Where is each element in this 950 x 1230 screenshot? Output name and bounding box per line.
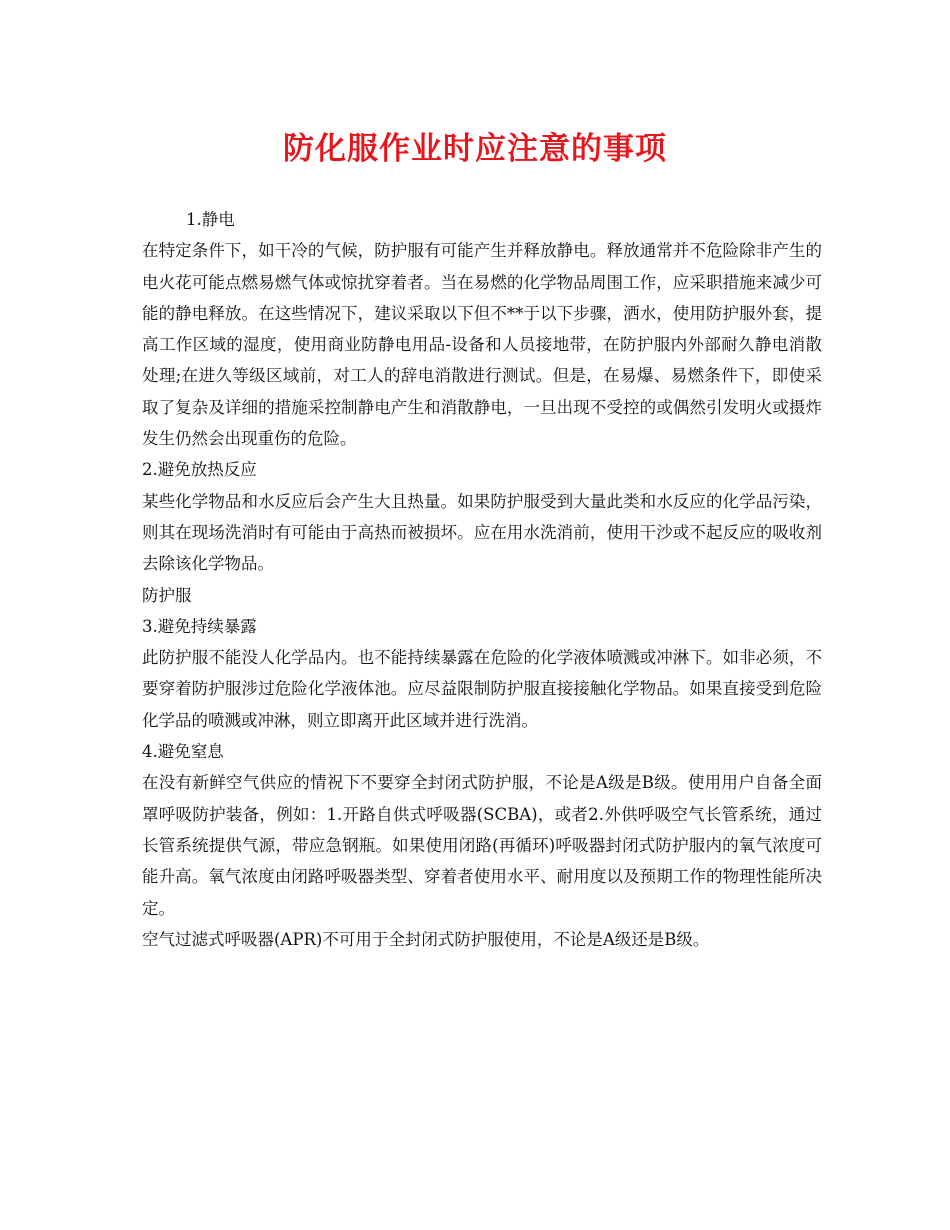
paragraph-apr: 空气过滤式呼吸器(APR)不可用于全封闭式防护服使用，不论是A级还是B级。 [142,929,710,949]
paragraph-protective-suit: 防护服 [142,585,192,605]
document-title: 防化服作业时应注意的事项 [283,131,667,167]
section-heading-exothermic: 2.避免放热反应 [142,460,257,480]
paragraph-exposure: 此防护服不能没人化学品内。也不能持续暴露在危险的化学液体喷溅或冲淋下。如非必须，不要穿着防护服涉过危险化学液体池。应尽益限制防护服直接接触化学物品。如果直接受到危险化学品的喷溅或冲淋，则立即离开此区域并进行洗消。 [142,648,822,730]
paragraph-static: 在特定条件下，如干冷的气候，防护服有可能产生并释放静电。释放通常并不危险除非产生的电火花可能点燃易燃气体或惊扰穿着者。当在易燃的化学物品周围工作，应采职措施来减少可能的静电释放。在这些情况下，建议采取以下但不**于以下步骤，洒水，使用防护服外套，提高工作区域的湿度，使用商业防静电用品-设备和人员接地带，在防护服内外部耐久静电消散处理;在进久等级区域前，对工人的辞电消散进行测试。但是，在易爆、易燃条件下，即使采取了复杂及详细的措施采控制静电产生和消散静电，一旦出现不受控的或偶然引发明火或摄炸发生仍然会出现重伤的危险。 [142,241,822,449]
section-heading-suffocation: 4.避免窒息 [142,742,224,762]
section-heading-static: 1.静电 [186,210,235,229]
section-heading-exposure: 3.避免持续暴露 [142,616,257,636]
paragraph-exothermic: 某些化学物品和水反应后会产生大且热量。如果防护服受到大量此类和水反应的化学品污染，则其在现场洗消时有可能由于高热而被损坏。应在用水洗消前，使用干沙或不起反应的吸收剂去除该化学物品。 [142,491,822,574]
paragraph-suffocation: 在没有新鲜空气供应的情祝下不要穿全封闭式防护服，不论是A级是B级。使用用户自备全面罩呼吸防护装备，例如：1.开路自供式呼吸器(SCBA)，或者2.外供呼吸空气长管系统，通过长管系统提供气源，带应急钢瓶。如果使用闭路(再循环)呼吸器封闭式防护服内的氧气浓度可能升高。氧气浓度由闭路呼吸器类型、穿着者使用水平、耐用度以及预期工作的物理性能所决定。 [142,773,822,918]
document-body [142,204,822,955]
